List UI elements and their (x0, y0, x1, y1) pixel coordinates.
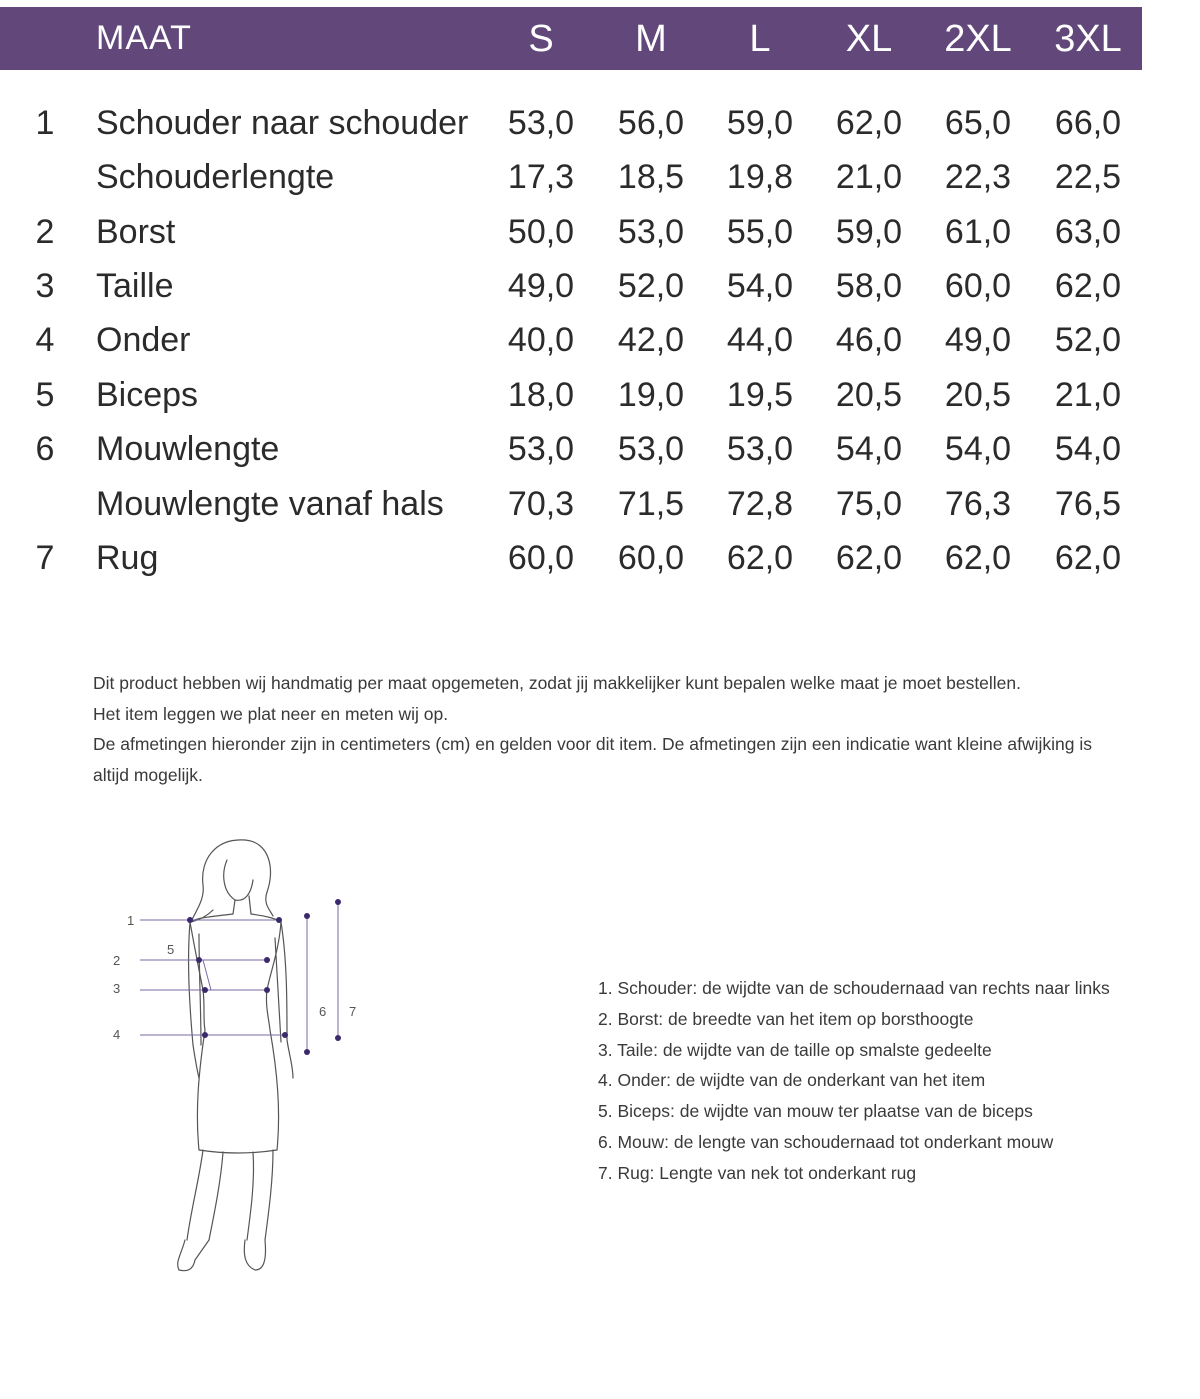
header-label-maat: MAAT (96, 19, 192, 57)
cell-2xl: 60,0 (944, 267, 1012, 305)
legend-item: 7. Rug: Lengte van nek tot onderkant rug (598, 1162, 917, 1183)
table-row (0, 477, 1142, 531)
cell-2xl: 22,3 (944, 158, 1012, 196)
row-label: Borst (96, 213, 176, 251)
cell-2xl: 62,0 (944, 539, 1012, 577)
marker-label-3: 3 (113, 981, 121, 996)
row-number: 2 (35, 213, 55, 251)
marker-dot (276, 917, 282, 923)
cell-s: 49,0 (507, 267, 575, 305)
cell-xl: 62,0 (835, 539, 903, 577)
cell-s: 18,0 (507, 376, 575, 414)
cell-xl: 54,0 (835, 430, 903, 468)
cell-l: 55,0 (726, 213, 794, 251)
cell-l: 59,0 (726, 104, 794, 142)
cell-xl: 75,0 (835, 485, 903, 523)
marker-dot (335, 899, 341, 905)
table-row (0, 313, 1142, 367)
cell-l: 72,8 (726, 485, 794, 523)
cell-3xl: 22,5 (1054, 158, 1122, 196)
marker-dot (304, 913, 310, 919)
row-number: 3 (35, 267, 55, 305)
legend-item: 6. Mouw: de lengte van schoudernaad tot onderkant mouw (598, 1131, 1054, 1152)
marker-dot (187, 917, 193, 923)
cell-l: 53,0 (726, 430, 794, 468)
table-row (0, 531, 1142, 585)
cell-m: 71,5 (617, 485, 685, 523)
cell-l: 62,0 (726, 539, 794, 577)
measurement-figure (95, 830, 375, 1290)
cell-3xl: 66,0 (1054, 104, 1122, 142)
cell-m: 52,0 (617, 267, 685, 305)
marker-dot (202, 1032, 208, 1038)
cell-3xl: 52,0 (1054, 321, 1122, 359)
marker-dot (264, 957, 270, 963)
marker-label-4: 4 (113, 1027, 121, 1042)
row-number: 5 (35, 376, 55, 414)
row-label: Mouwlengte vanaf hals (96, 485, 444, 523)
cell-m: 18,5 (617, 158, 685, 196)
size-header-3xl: 3XL (1054, 18, 1122, 60)
marker-label-6: 6 (319, 1004, 327, 1019)
size-header-2xl: 2XL (944, 18, 1012, 60)
marker-label-1: 1 (127, 913, 135, 928)
marker-dot (335, 1035, 341, 1041)
woman-figure-illustration (95, 830, 375, 1290)
table-row (0, 205, 1142, 259)
row-number: 6 (35, 430, 55, 468)
marker-dot (304, 1049, 310, 1055)
cell-3xl: 62,0 (1054, 539, 1122, 577)
cell-3xl: 54,0 (1054, 430, 1122, 468)
row-number: 4 (35, 321, 55, 359)
row-label: Schouder naar schouder (96, 104, 469, 142)
marker-label-7: 7 (349, 1004, 357, 1019)
size-header-m: M (635, 18, 667, 60)
intro-line: De afmetingen hieronder zijn in centimeters (cm) en gelden voor dit item. De afmetingen zijn een indicatie want kleine afwijking is altijd mogelijk. (93, 734, 1092, 785)
marker-dot (196, 957, 202, 963)
table-row (0, 368, 1142, 422)
size-header-xl: XL (845, 18, 893, 60)
row-label: Rug (96, 539, 159, 577)
marker-label-5: 5 (167, 942, 175, 957)
intro-line: Dit product hebben wij handmatig per maat opgemeten, zodat jij makkelijker kunt bepalen welke maat je moet bestellen. (93, 673, 1022, 693)
cell-l: 19,5 (726, 376, 794, 414)
intro-text (93, 668, 1113, 790)
cell-m: 53,0 (617, 213, 685, 251)
legend-item: 5. Biceps: de wijdte van mouw ter plaatse van de biceps (598, 1101, 1033, 1122)
row-number: 7 (35, 539, 55, 577)
cell-xl: 21,0 (835, 158, 903, 196)
cell-m: 42,0 (617, 321, 685, 359)
cell-3xl: 62,0 (1054, 267, 1122, 305)
legend-item: 4. Onder: de wijdte van de onderkant van het item (598, 1070, 986, 1091)
cell-s: 50,0 (507, 213, 575, 251)
legend-item: 2. Borst: de breedte van het item op borsthoogte (598, 1008, 974, 1029)
row-label: Biceps (96, 376, 199, 414)
row-label: Taille (96, 267, 174, 305)
table-row (0, 150, 1142, 204)
cell-3xl: 21,0 (1054, 376, 1122, 414)
size-header-s: S (528, 18, 554, 60)
cell-m: 19,0 (617, 376, 685, 414)
cell-xl: 62,0 (835, 104, 903, 142)
measurement-legend (598, 973, 1158, 1189)
legend-item: 3. Taile: de wijdte van de taille op smalste gedeelte (598, 1039, 992, 1060)
cell-2xl: 54,0 (944, 430, 1012, 468)
row-label: Onder (96, 321, 191, 359)
cell-xl: 46,0 (835, 321, 903, 359)
cell-m: 60,0 (617, 539, 685, 577)
marker-dot (282, 1032, 288, 1038)
cell-3xl: 76,5 (1054, 485, 1122, 523)
marker-dot (202, 987, 208, 993)
cell-s: 17,3 (507, 158, 575, 196)
cell-xl: 20,5 (835, 376, 903, 414)
row-label: Schouderlengte (96, 158, 335, 196)
cell-m: 53,0 (617, 430, 685, 468)
cell-2xl: 49,0 (944, 321, 1012, 359)
marker-dot (264, 987, 270, 993)
intro-line: Het item leggen we plat neer en meten wij op. (93, 703, 449, 724)
row-number: 1 (35, 104, 55, 142)
table-row (0, 96, 1142, 150)
cell-m: 56,0 (617, 104, 685, 142)
row-label: Mouwlengte (96, 430, 280, 468)
cell-l: 44,0 (726, 321, 794, 359)
table-row (0, 422, 1142, 476)
cell-2xl: 20,5 (944, 376, 1012, 414)
cell-s: 53,0 (507, 104, 575, 142)
cell-2xl: 61,0 (944, 213, 1012, 251)
size-header-l: L (749, 18, 771, 60)
cell-s: 60,0 (507, 539, 575, 577)
size-header-bar (0, 7, 1142, 70)
cell-l: 54,0 (726, 267, 794, 305)
cell-s: 70,3 (507, 485, 575, 523)
cell-s: 40,0 (507, 321, 575, 359)
cell-2xl: 76,3 (944, 485, 1012, 523)
marker-label-2: 2 (113, 953, 121, 968)
table-row (0, 259, 1142, 313)
cell-xl: 58,0 (835, 267, 903, 305)
cell-l: 19,8 (726, 158, 794, 196)
cell-2xl: 65,0 (944, 104, 1012, 142)
cell-xl: 59,0 (835, 213, 903, 251)
legend-item: 1. Schouder: de wijdte van de schoudernaad van rechts naar links (598, 978, 1110, 998)
cell-s: 53,0 (507, 430, 575, 468)
cell-3xl: 63,0 (1054, 213, 1122, 251)
